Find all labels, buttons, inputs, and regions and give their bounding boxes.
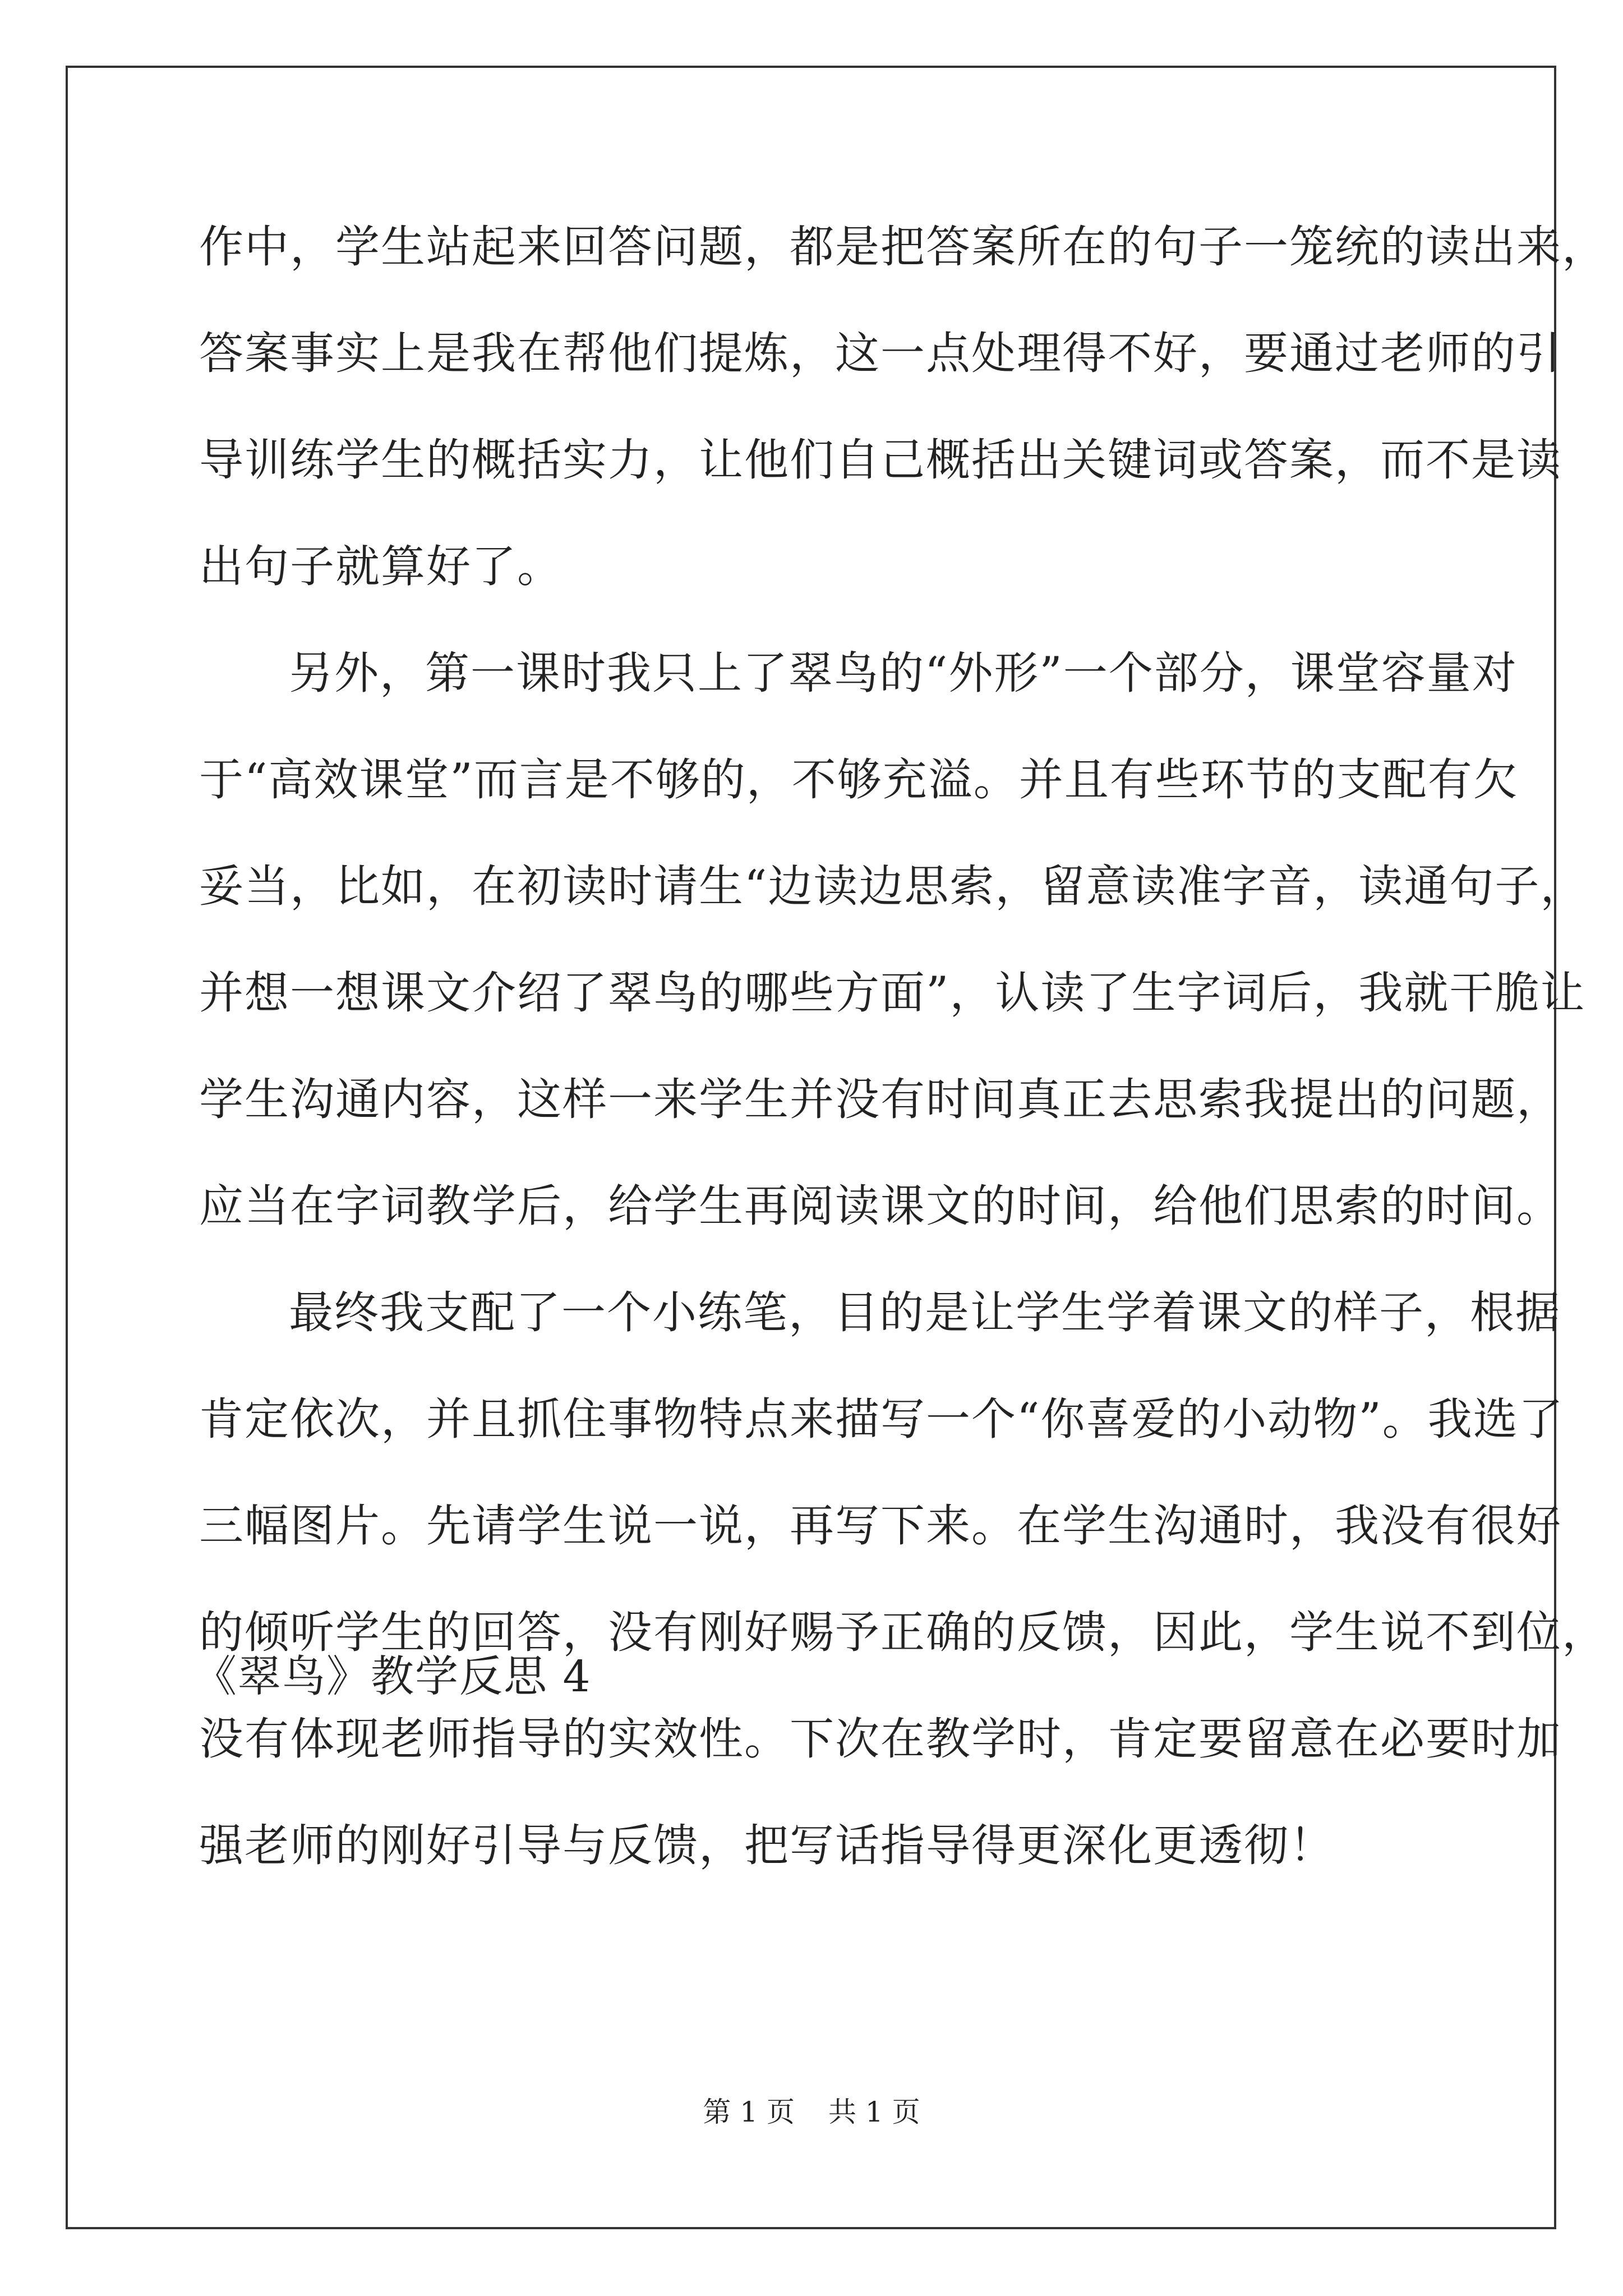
section-heading: 《翠鸟》教学反思 4 <box>193 1652 592 1702</box>
text-line: 于“高效课堂”而言是不够的，不够充溢。并且有些环节的支配有欠 <box>199 754 1519 806</box>
text-line: 强老师的刚好引导与反馈，把写话指导得更深化更透彻！ <box>199 1820 1335 1871</box>
text-line: 作中，学生站起来回答问题，都是把答案所在的句子一笼统的读出来， <box>199 221 1607 273</box>
text-line: 肯定依次，并且抓住事物特点来描写一个“你喜爱的小动物”。我选了 <box>199 1393 1564 1445</box>
page-footer <box>0 2092 1623 2132</box>
text-line: 出句子就算好了。 <box>199 541 562 592</box>
text-line: 学生沟通内容，这样一来学生并没有时间真正去思索我提出的问题， <box>199 1074 1562 1125</box>
text-line: 没有体现老师指导的实效性。下次在教学时，肯定要留意在必要时加 <box>199 1713 1562 1765</box>
page-number: 第 1 页 <box>703 2096 795 2128</box>
text-line: 妥当，比如，在初读时请生“边读边思索，留意读准字音，读通句子， <box>199 861 1586 912</box>
page-total: 共 1 页 <box>828 2096 920 2128</box>
text-line: 三幅图片。先请学生说一说，再写下来。在学生沟通时，我没有很好 <box>199 1500 1562 1552</box>
text-line: 并想一想课文介绍了翠鸟的哪些方面”，认读了生字词后，我就干脆让 <box>199 967 1586 1019</box>
text-line: 应当在字词教学后，给学生再阅读课文的时间，给他们思索的时间。 <box>199 1180 1562 1232</box>
paragraph-start-line: 最终我支配了一个小练笔，目的是让学生学着课文的样子，根据 <box>289 1287 1561 1338</box>
text-line: 答案事实上是我在帮他们提炼，这一点处理得不好，要通过老师的引 <box>199 328 1562 379</box>
text-line: 导训练学生的概括实力，让他们自己概括出关键词或答案，而不是读 <box>199 434 1562 486</box>
paragraph-start-line: 另外，第一课时我只上了翠鸟的“外形”一个部分，课堂容量对 <box>289 647 1518 699</box>
text-line: 的倾听学生的回答，没有刚好赐予正确的反馈，因此，学生说不到位， <box>199 1607 1607 1658</box>
